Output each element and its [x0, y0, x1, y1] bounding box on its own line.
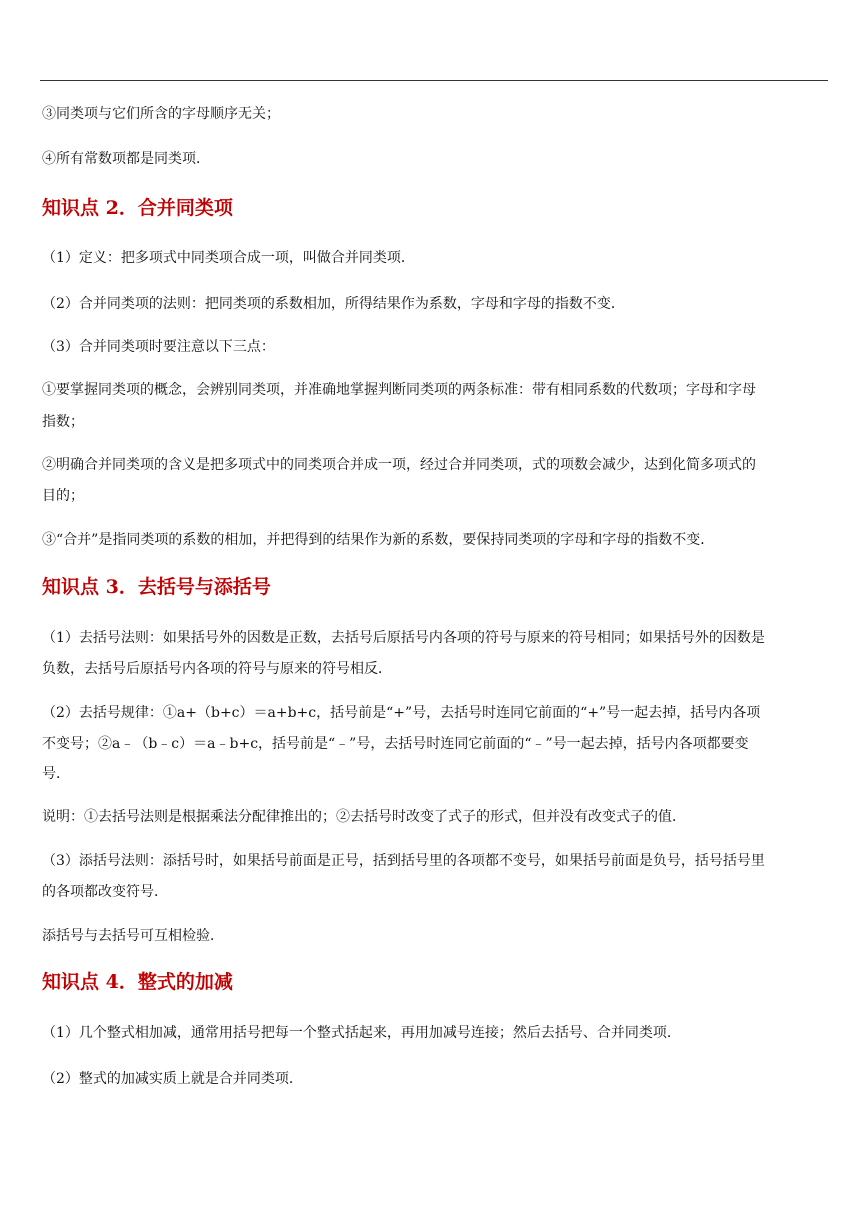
text-line: ④所有常数项都是同类项．	[42, 151, 210, 167]
text-line: 指数；	[42, 414, 84, 430]
text-line: 说明：①去括号法则是根据乘法分配律推出的；②去括号时改变了式子的形式，但并没有改变式子的值．	[42, 809, 686, 825]
text-line: ①要掌握同类项的概念，会辨别同类项，并准确地掌握判断同类项的两条标准：带有相同系数的代数项；字母和字母	[42, 382, 756, 398]
section-heading-2: 知识点 2．合并同类项	[42, 197, 233, 219]
text-line: ③“合并”是指同类项的系数的相加，并把得到的结果作为新的系数，要保持同类项的字母和字母的指数不变．	[42, 532, 715, 548]
text-line: 不变号；②a﹣（b﹣c）＝a﹣b+c，括号前是“﹣”号，去括号时连同它前面的“﹣”号一起去掉，括号内各项都要变	[42, 736, 749, 752]
text-line: （3）合并同类项时要注意以下三点：	[42, 339, 275, 355]
text-line: 的各项都改变符号．	[42, 884, 168, 900]
text-line: 目的；	[42, 488, 84, 504]
text-line: 号．	[42, 766, 70, 782]
header-rule	[40, 80, 828, 81]
text-line: ②明确合并同类项的含义是把多项式中的同类项合并成一项，经过合并同类项，式的项数会减少，达到化简多项式的	[42, 457, 756, 473]
text-line: （2）去括号规律：①a+（b+c）＝a+b+c，括号前是“+”号，去括号时连同它前面的“+”号一起去掉，括号内各项	[42, 705, 761, 721]
text-line: 负数，去括号后原括号内各项的符号与原来的符号相反．	[42, 661, 392, 677]
text-line: （2）整式的加减实质上就是合并同类项．	[42, 1071, 303, 1087]
section-heading-3: 知识点 3．去括号与添括号	[42, 576, 271, 598]
text-line: （3）添括号法则：添括号时，如果括号前面是正号，括到括号里的各项都不变号，如果括号前面是负号，括号括号里	[42, 853, 765, 869]
text-line: （1）去括号法则：如果括号外的因数是正数，去括号后原括号内各项的符号与原来的符号相同；如果括号外的因数是	[42, 630, 765, 646]
text-line: 添括号与去括号可互相检验．	[42, 928, 224, 944]
section-heading-4: 知识点 4．整式的加减	[42, 971, 233, 993]
text-line: （1）定义：把多项式中同类项合成一项，叫做合并同类项．	[42, 250, 415, 266]
text-line: （1）几个整式相加减，通常用括号把每一个整式括起来，再用加减号连接；然后去括号、合并同类项．	[42, 1025, 681, 1041]
text-line: ③同类项与它们所含的字母顺序无关；	[42, 106, 280, 122]
text-line: （2）合并同类项的法则：把同类项的系数相加，所得结果作为系数，字母和字母的指数不变．	[42, 296, 625, 312]
